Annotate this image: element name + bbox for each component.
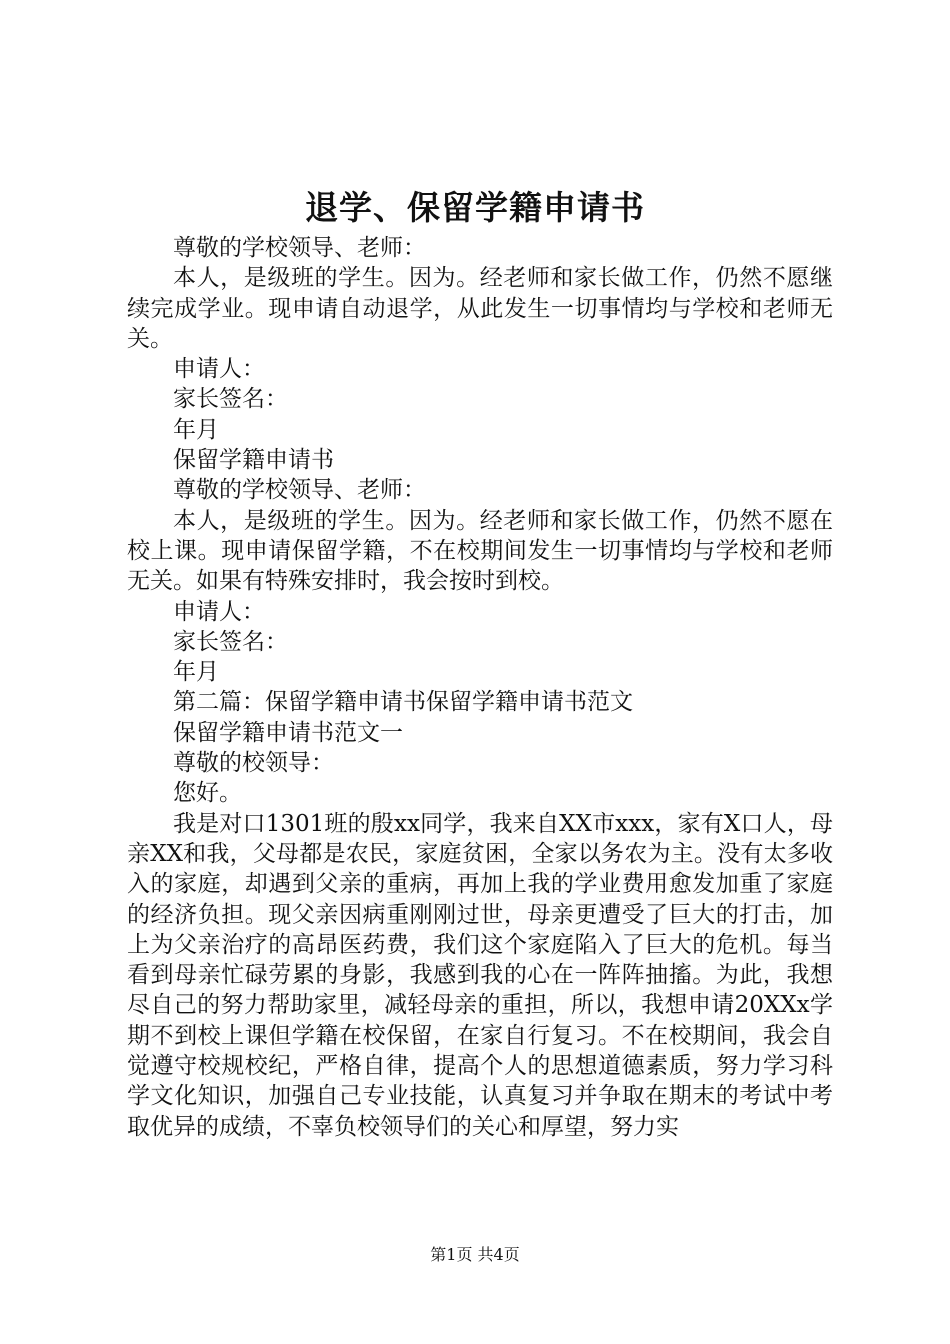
paragraph: 您好。 <box>173 780 242 807</box>
document-body <box>127 233 833 1142</box>
paragraph: 保留学籍申请书 <box>173 447 334 474</box>
page-footer: 第1页 共4页 <box>430 1245 520 1264</box>
paragraph: 年月 <box>173 416 219 443</box>
paragraph: 家长签名： <box>173 628 288 655</box>
paragraph: 年月 <box>173 659 219 686</box>
paragraph: 我是对口1301班的殷xx同学，我来自XX市xxx，家有X口人，母亲XX和我，父母都是农民，家庭贫困，全家以务农为主。没有太多收入的家庭，却遇到父亲的重病，再加上我的学业费用愈发加重了家庭的经济负担。现父亲因病重刚刚过世，母亲更遭受了巨大的打击，加上为父亲治疗的高昂医药费，我们这个家庭陷入了巨大的危机。每当看到母亲忙碌劳累的身影，我感到我的心在一阵阵抽搐。为此，我想尽自己的努力帮助家里，减轻母亲的重担，所以，我想申请20XXx学期不到校上课但学籍在校保留，在家自行复习。不在校期间，我会自觉遵守校规校纪，严格自律，提高个人的思想道德素质，努力学习科学文化知识，加强自己专业技能，认真复习并争取在期末的考试中考取优异的成绩，不辜负校领导们的关心和厚望，努力实 <box>127 810 833 1140</box>
paragraph: 尊敬的学校领导、老师： <box>173 477 426 504</box>
document-title: 退学、保留学籍申请书 <box>305 188 645 227</box>
paragraph: 本人，是级班的学生。因为。经老师和家长做工作，仍然不愿继续完成学业。现申请自动退学，从此发生一切事情均与学校和老师无关。 <box>127 265 833 352</box>
paragraph: 申请人： <box>173 356 265 383</box>
paragraph: 本人，是级班的学生。因为。经老师和家长做工作，仍然不愿在校上课。现申请保留学籍，不在校期间发生一切事情均与学校和老师无关。如果有特殊安排时，我会按时到校。 <box>127 507 833 595</box>
paragraph: 家长签名： <box>173 386 288 413</box>
paragraph: 第二篇：保留学籍申请书保留学籍申请书范文 <box>173 689 633 716</box>
paragraph: 申请人： <box>173 598 265 625</box>
paragraph: 尊敬的校领导： <box>173 750 334 777</box>
paragraph: 保留学籍申请书范文一 <box>173 719 403 746</box>
paragraph: 尊敬的学校领导、老师： <box>173 235 426 261</box>
